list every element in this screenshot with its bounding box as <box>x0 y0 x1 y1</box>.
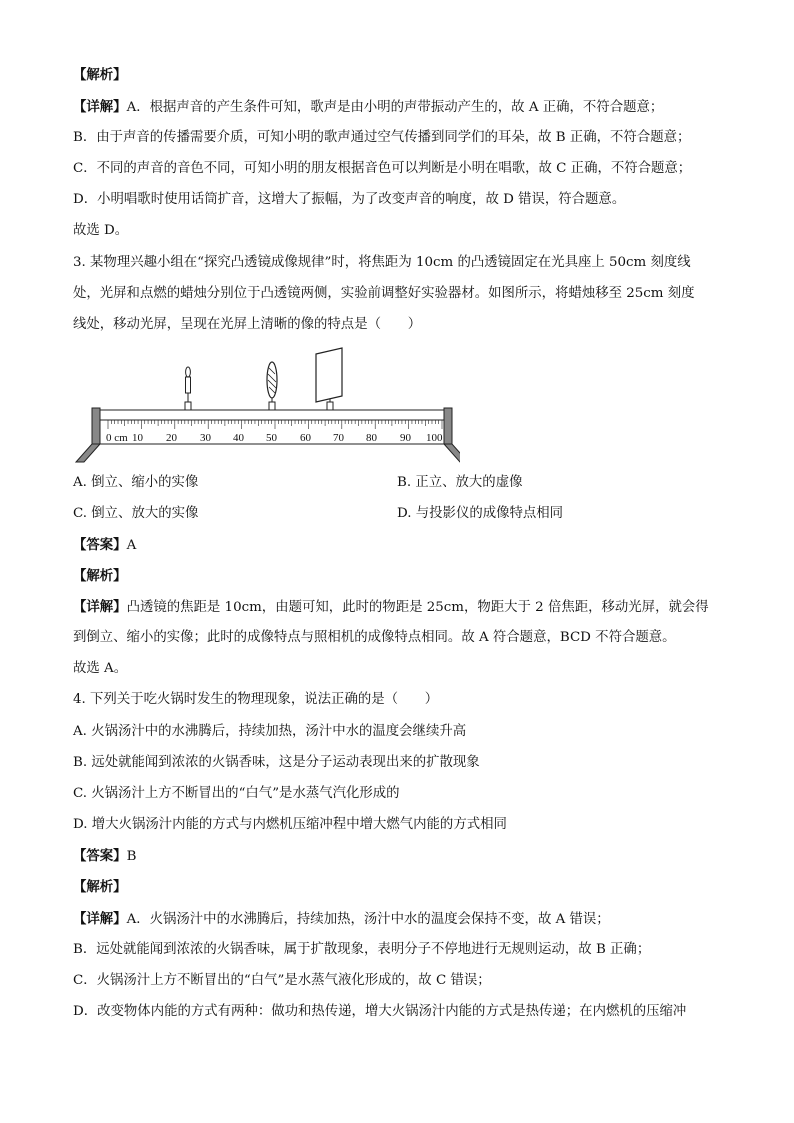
q4-answer <box>73 847 136 866</box>
q2-detail-a <box>73 98 663 117</box>
q3-detail-line-2: 到倒立、缩小的实像；此时的成像特点与照相机的成像特点相同。故 A 符合题意，BCD 不符合题意。 <box>73 630 676 645</box>
q4-detail-a-text: A．火锅汤汁中的水沸腾后，持续加热，汤汁中水的温度会保持不变，故 A 错误； <box>126 912 610 927</box>
q4-analysis-heading: 【解析】 <box>73 879 127 895</box>
scale-label-0: 0 cm <box>106 432 128 444</box>
scale-label-20: 20 <box>166 432 177 444</box>
scale-label-50: 50 <box>266 432 277 444</box>
scale-label-70: 70 <box>333 432 344 444</box>
q3-conclusion: 故选 A。 <box>73 661 128 676</box>
q4-answer-tag: 【答案】 <box>73 848 127 864</box>
q4-stem: 4. 下列关于吃火锅时发生的物理现象，说法正确的是（ ） <box>73 692 439 707</box>
q4-detail-b: B．远处就能闻到浓浓的火锅香味，属于扩散现象，表明分子不停地进行无规则运动，故 B 正确； <box>73 942 651 957</box>
optical-bench-figure <box>60 340 460 470</box>
q4-detail-a <box>73 910 610 929</box>
q2-detail-a-text: A．根据声音的产生条件可知，歌声是由小明的声带振动产生的，故 A 正确，不符合题意； <box>126 100 664 115</box>
q4-answer-value: B <box>126 849 137 864</box>
q4-detail-d: D．改变物体内能的方式有两种：做功和热传递，增大火锅汤汁内能的方式是热传递；在内燃机的压缩冲 <box>73 1004 687 1019</box>
q3-stem-line-2: 处，光屏和点燃的蜡烛分别位于凸透镜两侧，实验前调整好实验器材。如图所示，将蜡烛移至 25cm 刻度 <box>73 286 695 301</box>
q3-option-c: C. 倒立、放大的实像 <box>73 506 199 521</box>
q2-detail-d: D．小明唱歌时使用话筒扩音，这增大了振幅，为了改变声音的响度，故 D 错误，符合题意。 <box>73 192 626 207</box>
scale-label-60: 60 <box>300 432 311 444</box>
scale-label-100: 100 <box>426 432 443 444</box>
bench-right-leg <box>444 408 460 462</box>
q3-stem-line-3: 线处，移动光屏，呈现在光屏上清晰的像的特点是（ ） <box>73 317 422 332</box>
q4-detail-c: C．火锅汤汁上方不断冒出的“白气”是水蒸气液化形成的，故 C 错误； <box>73 973 491 988</box>
q4-option-b: B. 远处就能闻到浓浓的火锅香味，这是分子运动表现出来的扩散现象 <box>73 755 480 770</box>
q3-stem-line-1: 3. 某物理兴趣小组在“探究凸透镜成像规律”时，将焦距为 10cm 的凸透镜固定在光具座上 50cm 刻度线 <box>73 255 691 270</box>
convex-lens-icon <box>267 362 277 410</box>
candle-icon <box>185 367 191 410</box>
q3-answer-value: A <box>126 538 137 553</box>
q3-answer-tag: 【答案】 <box>73 537 127 553</box>
q2-detail-c: C．不同的声音的音色不同，可知小明的朋友根据音色可以判断是小明在唱歌，故 C 正确，不符合题意； <box>73 161 692 176</box>
q4-option-c: C. 火锅汤汁上方不断冒出的“白气”是水蒸气汽化形成的 <box>73 786 400 801</box>
q3-option-a: A. 倒立、缩小的实像 <box>73 475 199 490</box>
q2-analysis-heading: 【解析】 <box>73 67 127 83</box>
q3-analysis-heading: 【解析】 <box>73 568 127 584</box>
q2-detail-tag: 【详解】 <box>73 99 127 115</box>
scale-label-80: 80 <box>366 432 377 444</box>
scale-label-30: 30 <box>200 432 211 444</box>
q3-detail-text-1: 凸透镜的焦距是 10cm，由题可知，此时的物距是 25cm，物距大于 2 倍焦距，移动光屏，就会得 <box>126 600 709 615</box>
q3-answer <box>73 536 136 555</box>
bench-left-leg <box>76 408 100 462</box>
light-screen-icon <box>316 348 342 410</box>
q3-option-d: D. 与投影仪的成像特点相同 <box>397 506 564 521</box>
scale-label-40: 40 <box>233 432 244 444</box>
q3-detail-tag: 【详解】 <box>73 599 127 615</box>
q2-detail-b: B．由于声音的传播需要介质，可知小明的歌声通过空气传播到同学们的耳朵，故 B 正确，不符合题意； <box>73 130 691 145</box>
q4-option-a: A. 火锅汤汁中的水沸腾后，持续加热，汤汁中水的温度会继续升高 <box>73 724 467 739</box>
q4-option-d: D. 增大火锅汤汁内能的方式与内燃机压缩冲程中增大燃气内能的方式相同 <box>73 817 507 832</box>
scale-label-90: 90 <box>400 432 411 444</box>
q4-detail-tag: 【详解】 <box>73 911 127 927</box>
q3-option-b: B. 正立、放大的虚像 <box>397 475 523 490</box>
q2-conclusion: 故选 D。 <box>73 223 129 238</box>
scale-label-10: 10 <box>132 432 143 444</box>
q3-detail-line-1 <box>73 598 709 617</box>
